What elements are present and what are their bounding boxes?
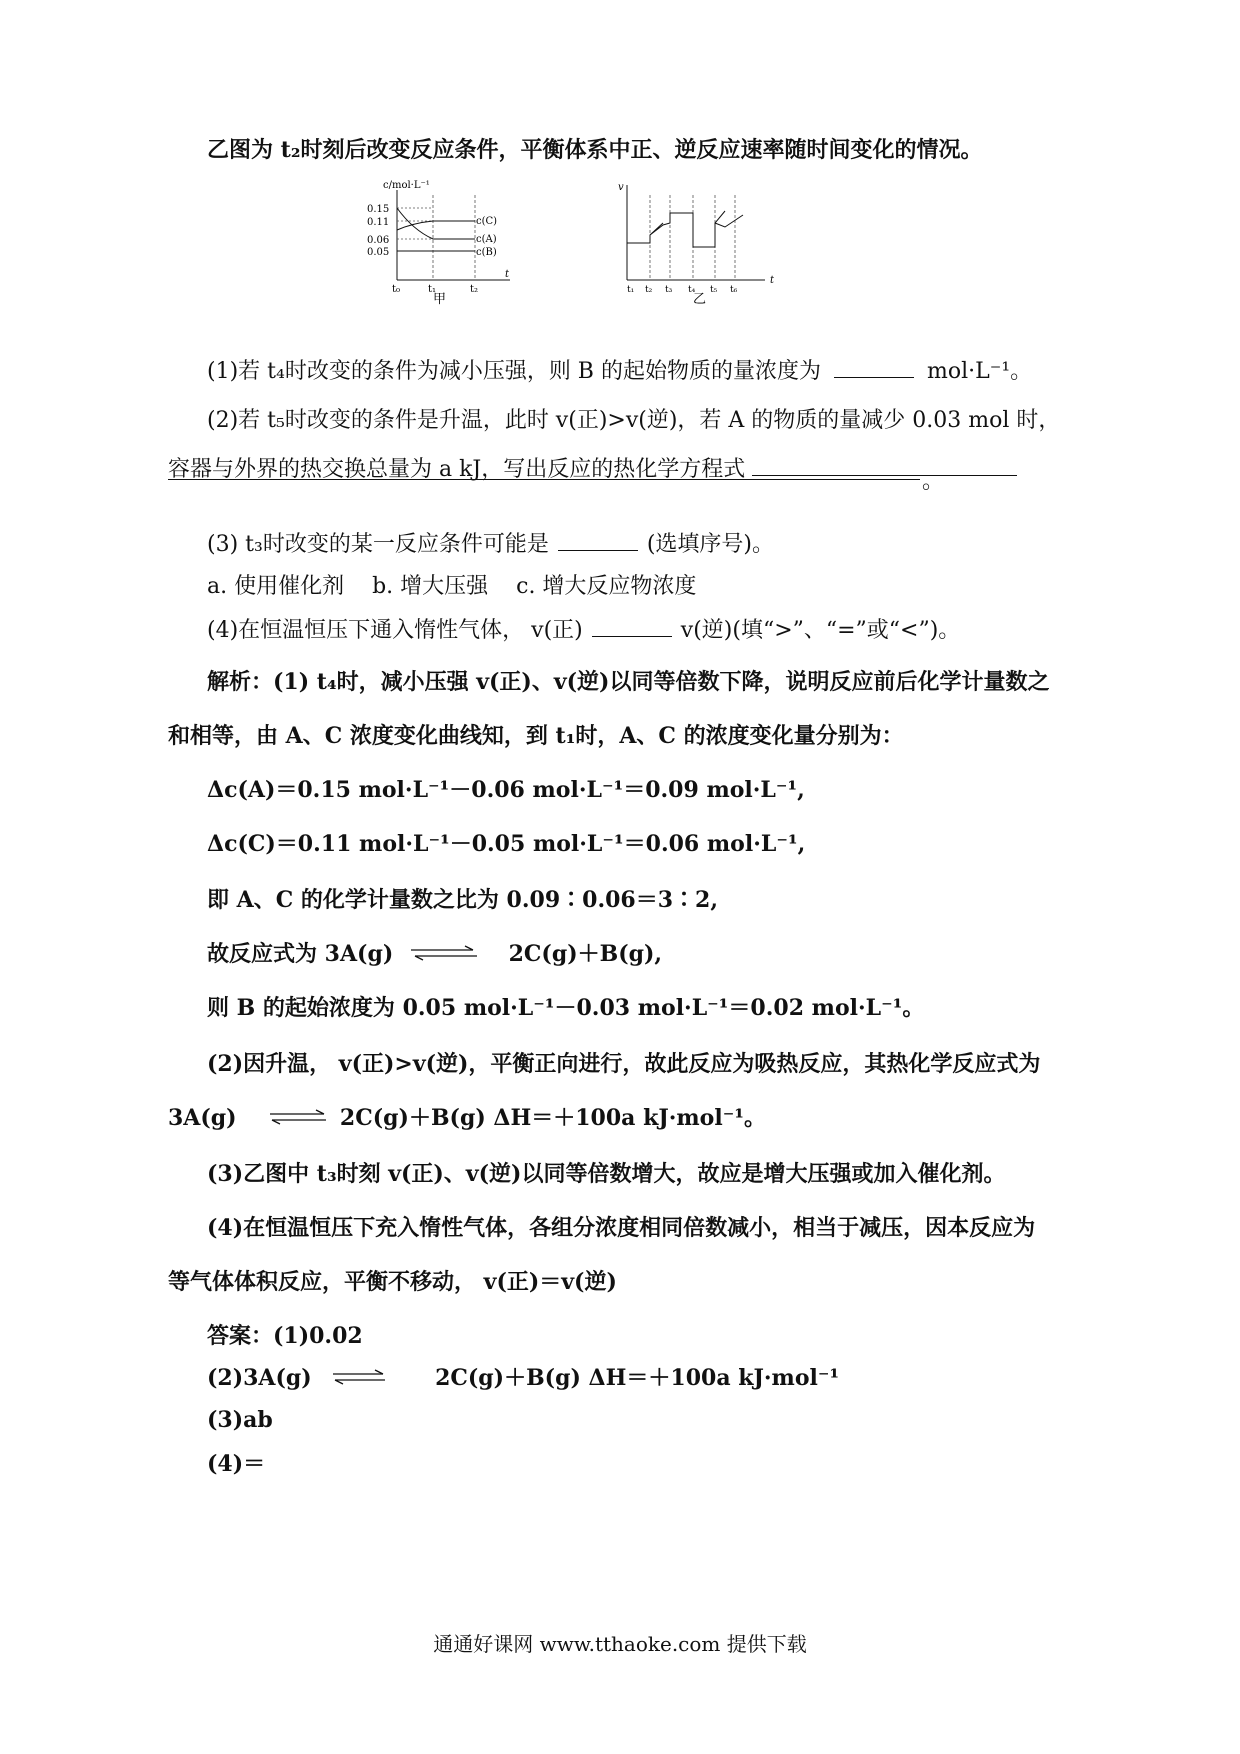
question-3-options: a. 使用催化剂 b. 增大压强 c. 增大反应物浓度 [207,574,697,599]
question-1-blank [834,357,914,378]
yi-xtick-t2: t₂ [645,285,653,295]
analysis-p2-eq-right: 2C(g)＋B(g) ΔH＝＋100a kJ·mol⁻¹。 [339,1105,766,1131]
jia-ytick-011: 0.11 [367,217,390,228]
yi-caption: 乙 [693,292,707,305]
question-3-text: (3) t₃时改变的某一反应条件可能是 [207,532,549,557]
yi-xtick-t4: t₄ [688,285,696,295]
question-3 [207,530,774,559]
jia-xtick-t1: t₁ [428,284,437,295]
jia-xaxis-label: t [505,269,510,280]
jia-ytick-005: 0.05 [367,247,390,258]
analysis-eq-c: Δc(C)＝0.11 mol·L⁻¹－0.05 mol·L⁻¹＝0.06 mol·L⁻¹, [207,831,806,857]
analysis-p3: (3)乙图中 t₃时刻 v(正)、v(逆)以同等倍数增大，故应是增大压强或加入催化剂。 [207,1161,1006,1187]
question-1-unit: mol·L⁻¹。 [926,359,1033,384]
question-3-hint: (选填序号)。 [646,532,774,557]
analysis-reaction [207,940,662,968]
question-2-line-1: (2)若 t₅时改变的条件是升温，此时 v(正)>v(逆)，若 A 的物质的量减少 0.03 mol 时， [207,408,1061,433]
answer-4: (4)＝ [207,1451,266,1477]
yi-xaxis-label: t [770,275,775,286]
answer-3: (3)ab [207,1407,273,1433]
question-3-blank [558,530,638,551]
jia-curve-a [397,208,475,239]
analysis-p4: (4)在恒温恒压下充入惰性气体，各组分浓度相同倍数减小，相当于减压，因本反应为 [207,1215,1036,1241]
analysis-b-initial: 则 B 的起始浓度为 0.05 mol·L⁻¹－0.03 mol·L⁻¹＝0.02 mol·L⁻¹。 [207,995,925,1021]
analysis-reaction-left: 故反应式为 3A(g) [207,941,394,967]
yi-xtick-t1: t₁ [627,285,635,295]
jia-ytick-006: 0.06 [367,235,390,246]
figure-yi [615,175,785,305]
jia-label-c: c(C) [476,216,498,227]
jia-ylabel: c/mol·L⁻¹ [383,180,430,191]
yi-xtick-t5: t₅ [710,285,718,295]
intro-text: 乙图为 t₂时刻后改变反应条件，平衡体系中正、逆反应速率随时间变化的情况。 [207,137,983,163]
question-2-blank-1 [752,455,1017,476]
jia-label-b: c(B) [476,247,497,258]
equilibrium-arrow-icon [268,1109,328,1125]
page-footer: 通通好课网 www.tthaoke.com 提供下载 [433,1632,807,1656]
equilibrium-arrow-icon [331,1369,387,1385]
jia-ytick-015: 0.15 [367,204,390,215]
analysis-p4b: 等气体体积反应，平衡不移动， v(正)＝v(逆) [168,1269,617,1295]
question-2-text: 容器与外界的热交换总量为 a kJ，写出反应的热化学方程式 [168,457,746,482]
analysis-eq-a: Δc(A)＝0.15 mol·L⁻¹－0.06 mol·L⁻¹＝0.09 mol·L⁻¹, [207,777,805,803]
question-1 [207,357,1032,386]
analysis-p2-equation [168,1104,766,1132]
analysis-p2-eq-left: 3A(g) [168,1105,237,1131]
question-4-hint: v(逆)(填“>”、“=”或“<”)。 [680,618,961,643]
analysis-reaction-right: 2C(g)＋B(g), [508,941,663,967]
jia-label-a: c(A) [476,234,497,245]
answer-2-right: 2C(g)＋B(g) ΔH＝＋100a kJ·mol⁻¹ [435,1365,840,1391]
analysis-ratio: 即 A、C 的化学计量数之比为 0.09∶0.06＝3∶2, [207,887,718,913]
yi-xtick-t3: t₃ [665,285,673,295]
yi-rate-curve [627,211,743,247]
jia-xtick-t2: t₂ [470,284,479,295]
analysis-p1b: 和相等，由 A、C 浓度变化曲线知，到 t₁时，A、C 的浓度变化量分别为： [168,723,904,749]
answer-2 [207,1364,839,1392]
equilibrium-arrow-icon [409,945,479,961]
analysis-p1: 解析：(1) t₄时，减小压强 v(正)、v(逆)以同等倍数下降，说明反应前后化学计量数之 [207,669,1050,695]
jia-xtick-t0: t₀ [392,284,401,295]
figure-jia [365,175,525,305]
yi-ylabel: v [618,182,624,193]
yi-xtick-t6: t₆ [730,285,738,295]
question-2-end: 。 [922,469,945,494]
jia-caption: 甲 [433,292,447,305]
question-4-text: (4)在恒温恒压下通入惰性气体， v(正) [207,618,583,643]
answer-1: 答案：(1)0.02 [207,1323,363,1349]
question-4 [207,616,960,645]
answer-2-left: (2)3A(g) [207,1365,312,1391]
question-2-blank-2 [168,479,920,480]
analysis-p2: (2)因升温， v(正)>v(逆)，平衡正向进行，故此反应为吸热反应，其热化学反应式为 [207,1051,1041,1077]
question-1-text: (1)若 t₄时改变的条件为减小压强，则 B 的起始物质的量浓度为 [207,359,821,384]
question-4-blank [592,616,672,637]
